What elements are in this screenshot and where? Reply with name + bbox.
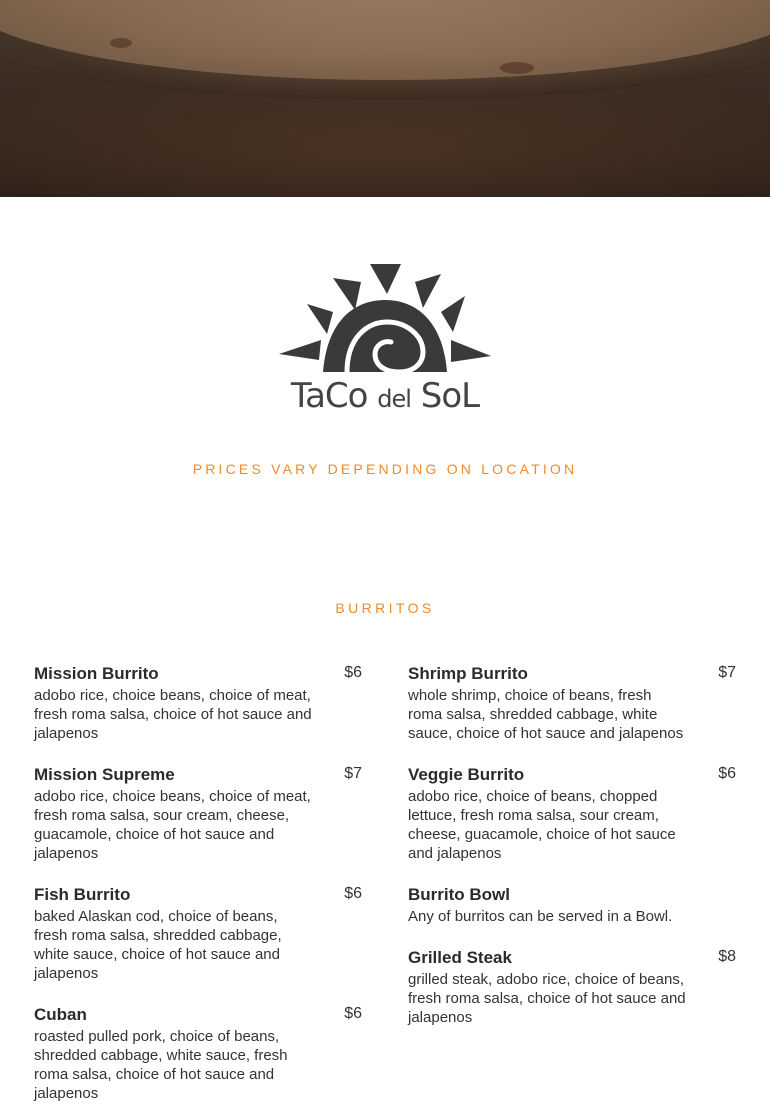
menu-item <box>408 946 738 1027</box>
brand-word-2: del <box>377 385 411 413</box>
item-description: Any of burritos can be served in a Bowl. <box>408 908 673 925</box>
item-name: Mission Burrito <box>34 664 159 683</box>
item-name: Cuban <box>34 1005 87 1024</box>
brand-word-3: SoL <box>420 376 480 416</box>
item-name: Mission Supreme <box>34 765 175 784</box>
item-description: whole shrimp, choice of beans, fresh roma salsa, shredded cabbage, white sauce, choice of hot sauce and jalapenos <box>408 687 684 742</box>
tortilla-edge <box>0 0 770 100</box>
menu-column-right <box>408 662 738 1047</box>
item-description: adobo rice, choice beans, choice of meat, fresh roma salsa, choice of hot sauce and jalapenos <box>34 687 312 742</box>
menu-item <box>408 883 738 926</box>
item-name: Grilled Steak <box>408 948 512 967</box>
item-description: baked Alaskan cod, choice of beans, fresh roma salsa, shredded cabbage, white sauce, choice of hot sauce and jalapenos <box>34 908 282 982</box>
menu-item <box>408 662 738 743</box>
item-price: $6 <box>344 885 362 902</box>
brand-wordmark <box>275 376 495 416</box>
item-price: $7 <box>718 664 736 681</box>
item-description: roasted pulled pork, choice of beans, shredded cabbage, white sauce, fresh roma salsa, choice of hot sauce and jalapenos <box>34 1028 288 1102</box>
item-name: Fish Burrito <box>34 885 131 904</box>
menu-item <box>34 883 364 983</box>
texture-spot <box>110 38 132 48</box>
item-name: Veggie Burrito <box>408 765 525 784</box>
item-price: $7 <box>344 765 362 782</box>
menu-item <box>34 662 364 743</box>
item-price: $8 <box>718 948 736 965</box>
item-price: $6 <box>344 1005 362 1022</box>
menu-item <box>408 763 738 863</box>
item-description: adobo rice, choice of beans, chopped lettuce, fresh roma salsa, sour cream, cheese, guacamole, choice of hot sauce and jalapenos <box>408 788 676 862</box>
price-notice: PRICES VARY DEPENDING ON LOCATION <box>192 461 578 477</box>
sun-spiral-icon <box>275 260 495 380</box>
menu-column-left <box>34 662 364 1107</box>
hero-image <box>0 0 770 197</box>
brand-word-1: TaCo <box>290 376 368 416</box>
texture-spot <box>500 62 534 74</box>
texture-spot <box>180 110 240 126</box>
item-price: $6 <box>344 664 362 681</box>
section-title: BURRITOS <box>335 600 435 616</box>
item-description: adobo rice, choice beans, choice of meat, fresh roma salsa, sour cream, cheese, guacamole, choice of hot sauce and jalapenos <box>34 788 311 862</box>
item-price: $6 <box>718 765 736 782</box>
menu-item <box>34 1003 364 1103</box>
menu-item <box>34 763 364 863</box>
item-name: Burrito Bowl <box>408 885 510 904</box>
item-name: Shrimp Burrito <box>408 664 528 683</box>
item-description: grilled steak, adobo rice, choice of beans, fresh roma salsa, choice of hot sauce and jalapenos <box>408 971 686 1026</box>
